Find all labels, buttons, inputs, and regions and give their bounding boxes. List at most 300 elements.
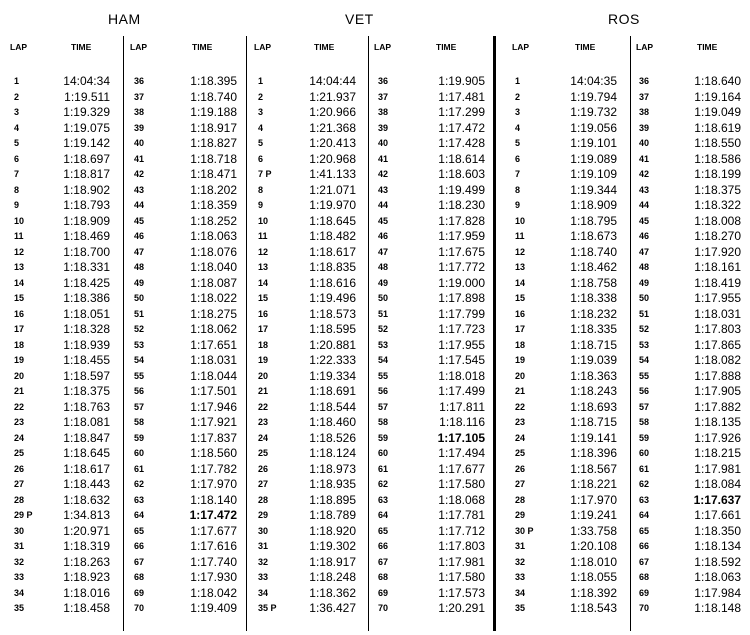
driver-name-vet: VET <box>345 11 374 27</box>
lap-number: 60 <box>639 448 650 458</box>
lap-number: 34 <box>515 587 526 598</box>
lap-number: 32 <box>515 556 526 567</box>
lap-time: 1:18.018 <box>438 368 485 383</box>
lap-time: 1:33.758 <box>570 523 617 538</box>
lap-number: 43 <box>134 184 145 195</box>
lap-time: 1:18.016 <box>63 585 110 600</box>
lap-time: 1:21.937 <box>309 89 356 104</box>
lap-time: 1:21.071 <box>309 182 356 197</box>
lap-number: 25 <box>14 448 25 458</box>
lap-number: 29 <box>258 510 269 520</box>
lap-number: 61 <box>134 463 145 474</box>
lap-time: 1:18.062 <box>190 322 237 336</box>
lap-number: 9 <box>14 200 20 210</box>
lap-time: 1:19.344 <box>570 182 617 197</box>
lap-time: 1:20.971 <box>63 523 110 538</box>
lap-time: 1:20.968 <box>309 151 356 166</box>
column-divider <box>246 36 247 631</box>
lap-number: 70 <box>378 603 389 613</box>
lap-number: 70 <box>134 603 145 613</box>
lap-number: 69 <box>378 587 389 598</box>
lap-time: 1:19.496 <box>309 291 356 305</box>
lap-time: 1:18.471 <box>190 167 237 181</box>
time-column-header: TIME <box>71 42 92 52</box>
lap-time: 1:18.573 <box>309 306 356 321</box>
lap-number: 18 <box>258 339 269 350</box>
lap-number: 50 <box>134 293 145 303</box>
lap-time: 1:19.049 <box>694 105 741 119</box>
lap-time: 1:18.595 <box>309 322 356 336</box>
lap-time: 1:18.902 <box>63 182 110 197</box>
lap-time: 1:17.661 <box>694 508 741 522</box>
lap-time: 1:18.795 <box>570 213 617 228</box>
lap-number: 44 <box>639 200 650 210</box>
lap-number: 40 <box>639 138 650 148</box>
lap-time: 1:19.164 <box>694 89 741 104</box>
lap-number: 1 <box>14 76 20 86</box>
lap-number: 51 <box>378 308 389 319</box>
lap-time: 1:18.082 <box>694 353 741 367</box>
lap-number: 8 <box>258 184 264 195</box>
lap-time: 1:19.109 <box>570 167 617 181</box>
lap-time: 1:18.632 <box>63 492 110 507</box>
lap-number: 4 <box>258 122 264 133</box>
lap-column-header: LAP <box>130 42 147 52</box>
lap-time: 1:17.712 <box>438 523 485 538</box>
time-column-header: TIME <box>697 42 718 52</box>
lap-number: 48 <box>134 262 145 272</box>
lap-time: 1:18.544 <box>309 399 356 414</box>
lap-number: 52 <box>639 324 650 334</box>
lap-time: 1:19.970 <box>309 198 356 212</box>
lap-time: 1:20.881 <box>309 337 356 352</box>
lap-time: 14:04:44 <box>309 74 356 88</box>
lap-time: 1:18.758 <box>570 275 617 290</box>
lap-time: 1:18.740 <box>190 89 237 104</box>
lap-time: 1:18.616 <box>309 275 356 290</box>
lap-number: 46 <box>134 231 145 241</box>
lap-time: 1:17.970 <box>190 477 237 491</box>
lap-time: 1:18.008 <box>694 213 741 228</box>
lap-time: 1:19.141 <box>570 430 617 445</box>
lap-time: 1:17.545 <box>438 353 485 367</box>
lap-time: 1:18.458 <box>63 601 110 615</box>
lap-time: 1:17.882 <box>694 399 741 414</box>
fastest-lap-time: 1:17.472 <box>189 508 237 522</box>
lap-time: 1:17.580 <box>438 477 485 491</box>
lap-time: 1:18.917 <box>190 120 237 135</box>
lap-number: 15 <box>14 293 25 303</box>
lap-number: 2 <box>14 91 20 102</box>
lap-time: 1:18.586 <box>694 151 741 166</box>
lap-number: 37 <box>378 91 389 102</box>
lap-number: 1 <box>258 76 264 86</box>
lap-number: 3 <box>515 107 521 117</box>
lap-number: 44 <box>134 200 145 210</box>
lap-number: 52 <box>134 324 145 334</box>
lap-time: 1:18.328 <box>63 322 110 336</box>
column-divider <box>123 36 124 631</box>
lap-number: 12 <box>14 246 25 257</box>
lap-time: 1:18.740 <box>570 244 617 259</box>
lap-time: 1:18.617 <box>63 461 110 476</box>
lap-time: 1:18.386 <box>63 291 110 305</box>
lap-number: 8 <box>515 184 521 195</box>
lap-number: 64 <box>639 510 650 520</box>
lap-number: 28 <box>258 494 269 505</box>
lap-number: 41 <box>639 153 650 164</box>
lap-number: 7 P <box>258 169 272 179</box>
lap-time: 1:17.865 <box>694 337 741 352</box>
lap-number: 66 <box>134 541 145 551</box>
lap-time: 1:18.640 <box>694 74 741 88</box>
lap-number: 68 <box>134 572 145 582</box>
lap-time: 1:17.828 <box>438 213 485 228</box>
lap-time: 1:17.926 <box>694 430 741 445</box>
lap-number: 49 <box>378 277 389 288</box>
lap-number: 47 <box>639 246 650 257</box>
lap-time: 1:18.817 <box>63 167 110 181</box>
lap-number: 33 <box>258 572 269 582</box>
lap-number: 26 <box>14 463 25 474</box>
lap-time: 1:17.955 <box>438 337 485 352</box>
lap-number: 64 <box>378 510 389 520</box>
lap-number: 11 <box>515 231 525 241</box>
lap-time: 1:19.056 <box>570 120 617 135</box>
lap-number: 3 <box>258 107 264 117</box>
lap-number: 31 <box>14 541 25 551</box>
lap-number: 61 <box>378 463 389 474</box>
lap-number: 60 <box>134 448 145 458</box>
lap-time: 1:18.215 <box>694 446 741 460</box>
lap-number: 39 <box>639 122 650 133</box>
lap-time: 14:04:35 <box>570 74 617 88</box>
lap-number: 6 <box>14 153 20 164</box>
lap-time: 1:19.089 <box>570 151 617 166</box>
lap-time: 1:18.063 <box>694 570 741 584</box>
lap-number: 65 <box>134 525 145 536</box>
lap-time: 1:20.966 <box>309 105 356 119</box>
lap-time: 1:19.101 <box>570 136 617 150</box>
lap-number: 55 <box>134 370 145 381</box>
lap-number: 20 <box>14 370 25 381</box>
lap-number: 15 <box>515 293 526 303</box>
lap-number: 35 P <box>258 603 277 613</box>
lap-number: 5 <box>515 138 521 148</box>
lap-time: 1:22.333 <box>309 353 356 367</box>
lap-time: 1:18.697 <box>63 151 110 166</box>
lap-number: 67 <box>378 556 389 567</box>
lap-number: 36 <box>134 76 145 86</box>
lap-number: 20 <box>515 370 526 381</box>
lap-number: 44 <box>378 200 389 210</box>
lap-time: 1:18.567 <box>570 461 617 476</box>
lap-time: 1:18.263 <box>63 554 110 569</box>
lap-number: 37 <box>134 91 145 102</box>
lap-time: 1:18.469 <box>63 229 110 243</box>
lap-time: 1:17.616 <box>190 539 237 553</box>
lap-number: 24 <box>14 432 25 443</box>
lap-number: 62 <box>378 479 389 489</box>
lap-number: 33 <box>515 572 526 582</box>
lap-time: 1:18.619 <box>694 120 741 135</box>
lap-number: 6 <box>515 153 521 164</box>
lap-time: 1:19.302 <box>309 539 356 553</box>
lap-time: 1:17.499 <box>438 384 485 398</box>
lap-time: 1:18.087 <box>190 275 237 290</box>
lap-number: 23 <box>258 417 269 427</box>
lap-time: 1:18.161 <box>694 260 741 274</box>
lap-number: 38 <box>639 107 650 117</box>
lap-time: 1:19.142 <box>63 136 110 150</box>
lap-number: 59 <box>639 432 650 443</box>
lap-number: 45 <box>639 215 650 226</box>
lap-number: 12 <box>258 246 269 257</box>
lap-time: 1:19.409 <box>190 601 237 615</box>
lap-time: 1:18.597 <box>63 368 110 383</box>
lap-number: 4 <box>14 122 20 133</box>
lap-time: 1:19.000 <box>438 275 485 290</box>
lap-column-header: LAP <box>636 42 653 52</box>
lap-number: 65 <box>378 525 389 536</box>
lap-time: 1:18.789 <box>309 508 356 522</box>
lap-time: 1:18.063 <box>190 229 237 243</box>
lap-number: 13 <box>515 262 526 272</box>
lap-time: 1:18.270 <box>694 229 741 243</box>
lap-time: 1:19.188 <box>190 105 237 119</box>
lap-time: 1:18.543 <box>570 601 617 615</box>
lap-number: 58 <box>134 417 145 427</box>
lap-number: 35 <box>515 603 526 613</box>
lap-time: 1:17.921 <box>190 415 237 429</box>
lap-time: 1:18.460 <box>309 415 356 429</box>
lap-number: 28 <box>515 494 526 505</box>
lap-number: 42 <box>134 169 145 179</box>
lap-time: 1:18.592 <box>694 554 741 569</box>
lap-time: 1:18.359 <box>190 198 237 212</box>
lap-time: 1:18.375 <box>694 182 741 197</box>
lap-time: 1:18.917 <box>309 554 356 569</box>
lap-number: 47 <box>134 246 145 257</box>
lap-number: 41 <box>378 153 389 164</box>
lap-time: 1:18.835 <box>309 260 356 274</box>
lap-time: 1:17.955 <box>694 291 741 305</box>
lap-number: 55 <box>639 370 650 381</box>
lap-time: 1:18.199 <box>694 167 741 181</box>
lap-number: 27 <box>258 479 269 489</box>
lap-number: 7 <box>515 169 521 179</box>
lap-time: 1:17.651 <box>190 337 237 352</box>
lap-number: 53 <box>639 339 650 350</box>
lap-number: 25 <box>515 448 526 458</box>
lap-time: 1:36.427 <box>309 601 356 615</box>
lap-number: 41 <box>134 153 145 164</box>
lap-time: 1:18.645 <box>63 446 110 460</box>
lap-time: 1:17.772 <box>438 260 485 274</box>
lap-time: 1:18.827 <box>190 136 237 150</box>
lap-number: 46 <box>639 231 650 241</box>
lap-time: 1:17.946 <box>190 399 237 414</box>
lap-time: 1:18.560 <box>190 446 237 460</box>
lap-number: 20 <box>258 370 269 381</box>
lap-time: 1:20.108 <box>570 539 617 553</box>
lap-time: 1:17.428 <box>438 136 485 150</box>
lap-number: 42 <box>639 169 650 179</box>
lap-number: 16 <box>14 308 25 319</box>
lap-time: 1:18.693 <box>570 399 617 414</box>
lap-time: 1:18.243 <box>570 384 617 398</box>
lap-time: 1:17.675 <box>438 244 485 259</box>
lap-number: 10 <box>258 215 269 226</box>
lap-number: 39 <box>134 122 145 133</box>
lap-number: 60 <box>378 448 389 458</box>
lap-time: 1:18.763 <box>63 399 110 414</box>
lap-time: 1:18.230 <box>438 198 485 212</box>
lap-number: 50 <box>639 293 650 303</box>
lap-number: 43 <box>639 184 650 195</box>
lap-number: 69 <box>639 587 650 598</box>
lap-number: 25 <box>258 448 269 458</box>
lap-number: 48 <box>639 262 650 272</box>
lap-number: 23 <box>14 417 25 427</box>
lap-number: 2 <box>515 91 521 102</box>
column-divider <box>493 36 496 631</box>
lap-time: 1:18.022 <box>190 291 237 305</box>
lap-number: 16 <box>258 308 269 319</box>
lap-time: 1:17.723 <box>438 322 485 336</box>
lap-time: 1:18.252 <box>190 213 237 228</box>
lap-number: 66 <box>378 541 389 551</box>
fastest-lap-time: 1:17.637 <box>693 492 741 507</box>
lap-number: 56 <box>134 386 145 396</box>
lap-time: 1:17.481 <box>438 89 485 104</box>
lap-time: 1:18.042 <box>190 585 237 600</box>
lap-time: 1:18.124 <box>309 446 356 460</box>
lap-time: 1:17.970 <box>570 492 617 507</box>
lap-time: 1:17.472 <box>438 120 485 135</box>
lap-number: 45 <box>378 215 389 226</box>
lap-number: 53 <box>378 339 389 350</box>
lap-number: 24 <box>515 432 526 443</box>
lap-time: 1:18.715 <box>570 337 617 352</box>
lap-number: 40 <box>134 138 145 148</box>
lap-number: 68 <box>378 572 389 582</box>
lap-time: 1:18.363 <box>570 368 617 383</box>
lap-time: 1:18.319 <box>63 539 110 553</box>
lap-number: 33 <box>14 572 25 582</box>
lap-column-header: LAP <box>374 42 391 52</box>
lap-number: 63 <box>639 494 650 505</box>
lap-time: 1:18.350 <box>694 523 741 538</box>
lap-time: 1:17.299 <box>438 105 485 119</box>
lap-number: 8 <box>14 184 20 195</box>
lap-number: 6 <box>258 153 264 164</box>
lap-time: 1:19.905 <box>438 74 485 88</box>
lap-number: 63 <box>134 494 145 505</box>
lap-number: 26 <box>258 463 269 474</box>
lap-number: 1 <box>515 76 521 86</box>
lap-number: 31 <box>515 541 526 551</box>
lap-time: 1:18.068 <box>438 492 485 507</box>
lap-number: 67 <box>134 556 145 567</box>
lap-number: 48 <box>378 262 389 272</box>
lap-time: 1:17.888 <box>694 368 741 383</box>
lap-time: 1:18.031 <box>190 353 237 367</box>
lap-number: 46 <box>378 231 389 241</box>
lap-time: 1:17.803 <box>438 539 485 553</box>
lap-time: 1:18.793 <box>63 198 110 212</box>
lap-number: 16 <box>515 308 526 319</box>
driver-name-ros: ROS <box>608 11 640 27</box>
lap-time: 1:18.973 <box>309 461 356 476</box>
lap-number: 22 <box>14 401 25 412</box>
lap-column-header: LAP <box>254 42 271 52</box>
lap-number: 66 <box>639 541 650 551</box>
driver-name-ham: HAM <box>108 11 141 27</box>
lap-number: 64 <box>134 510 145 520</box>
lap-number: 59 <box>378 432 389 443</box>
lap-number: 19 <box>14 355 25 365</box>
lap-number: 9 <box>258 200 264 210</box>
lap-number: 62 <box>134 479 145 489</box>
lap-time: 1:18.443 <box>63 477 110 491</box>
lap-number: 54 <box>134 355 145 365</box>
lap-number: 56 <box>639 386 650 396</box>
lap-time: 1:18.221 <box>570 477 617 491</box>
lap-number: 49 <box>639 277 650 288</box>
lap-number: 57 <box>378 401 389 412</box>
lap-number: 40 <box>378 138 389 148</box>
lap-time: 1:18.614 <box>438 151 485 166</box>
lap-time: 1:17.501 <box>190 384 237 398</box>
lap-number: 4 <box>515 122 521 133</box>
lap-number: 22 <box>515 401 526 412</box>
lap-number: 51 <box>134 308 145 319</box>
lap-time: 1:17.781 <box>438 508 485 522</box>
column-divider <box>368 36 369 631</box>
lap-number: 35 <box>14 603 25 613</box>
lap-number: 28 <box>14 494 25 505</box>
lap-number: 38 <box>134 107 145 117</box>
lap-number: 53 <box>134 339 145 350</box>
lap-time: 1:18.335 <box>570 322 617 336</box>
lap-number: 43 <box>378 184 389 195</box>
lap-number: 49 <box>134 277 145 288</box>
time-column-header: TIME <box>314 42 335 52</box>
lap-time: 1:18.331 <box>63 260 110 274</box>
lap-time: 1:18.895 <box>309 492 356 507</box>
lap-number: 39 <box>378 122 389 133</box>
lap-number: 47 <box>378 246 389 257</box>
lap-number: 22 <box>258 401 269 412</box>
lap-time: 1:18.419 <box>694 275 741 290</box>
lap-time: 1:19.329 <box>63 105 110 119</box>
lap-time: 1:19.511 <box>64 89 110 104</box>
lap-time: 1:19.075 <box>63 120 110 135</box>
lap-number: 19 <box>258 355 269 365</box>
lap-time: 1:17.981 <box>438 554 485 569</box>
lap-number: 23 <box>515 417 526 427</box>
lap-time: 1:17.905 <box>694 384 741 398</box>
lap-time: 14:04:34 <box>63 74 110 88</box>
lap-time: 1:19.334 <box>309 368 356 383</box>
time-column-header: TIME <box>192 42 213 52</box>
lap-number: 36 <box>378 76 389 86</box>
lap-number: 67 <box>639 556 650 567</box>
lap-number: 50 <box>378 293 389 303</box>
lap-number: 29 P <box>14 510 33 520</box>
lap-time: 1:17.811 <box>439 399 485 414</box>
